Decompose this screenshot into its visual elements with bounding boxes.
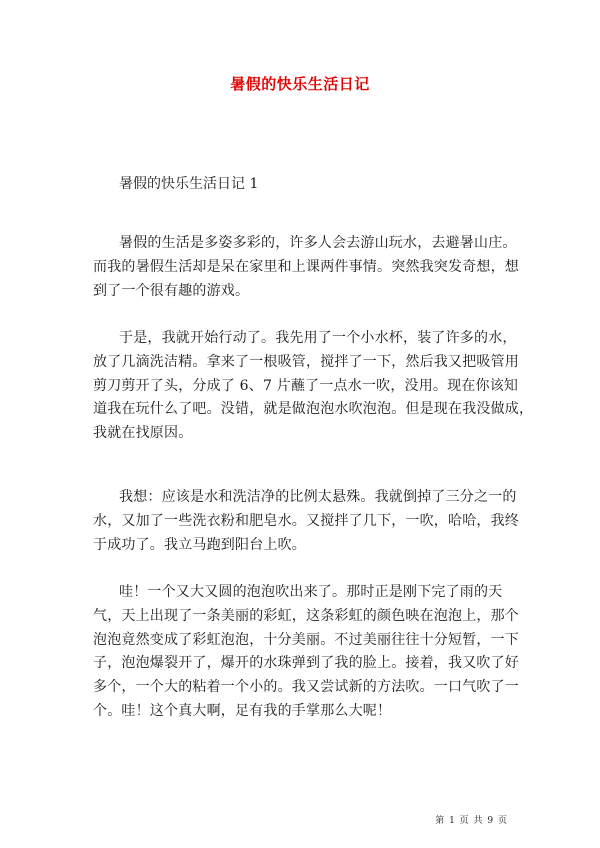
paragraph-line: 多个，一个大的粘着一个小的。我又尝试新的方法吹。一口气吹了一: [93, 679, 519, 696]
page-number-footer: 第 1 页 共 9 页: [435, 816, 508, 826]
paragraph-1: [93, 232, 519, 303]
paragraph-line: 于是，我就开始行动了。我先用了一个小水杯，装了许多的水，: [119, 330, 517, 346]
paragraph-line: 而我的暑假生活却是呆在家里和上课两件事情。突然我突发奇想，想: [93, 258, 519, 275]
paragraph-line: 放了几滴洗洁精。拿来了一根吸管，搅拌了一下，然后我又把吸管用: [93, 353, 519, 370]
paragraph-line: 哇！一个又大又圆的泡泡吹出来了。那时正是刚下完了雨的天: [119, 584, 503, 600]
paragraph-line: 我就在找原因。: [93, 425, 193, 442]
paragraph-line: 泡泡竟然变成了彩虹泡泡，十分美丽。不过美丽往往十分短暂，一下: [93, 631, 519, 648]
paragraph-line: 子，泡泡爆裂开了，爆开的水珠弹到了我的脸上。接着，我又吹了好: [93, 655, 519, 672]
paragraph-line: 我想：应该是水和洗洁净的比例太悬殊。我就倒掉了三分之一的: [119, 489, 517, 505]
paragraph-line: 个。哇！这个真大啊，足有我的手掌那么大呢！: [93, 702, 392, 719]
paragraph-line: 剪刀剪开了头，分成了 6、7 片蘸了一点水一吹，没用。现在你该知: [93, 377, 519, 394]
paragraph-line: 到了一个很有趣的游戏。: [93, 282, 250, 299]
paragraph-2: [93, 327, 534, 446]
document-title: 暑假的快乐生活日记: [230, 75, 370, 93]
paragraph-line: 暑假的生活是多姿多彩的，许多人会去游山玩水，去避暑山庄。: [119, 235, 517, 251]
paragraph-line: 于成功了。我立马跑到阳台上吹。: [93, 536, 306, 553]
paragraph-line: 道我在玩什么了吧。没错，就是做泡泡水吹泡泡。但是现在我没做成，: [93, 401, 534, 418]
paragraph-line: 气，天上出现了一条美丽的彩虹，这条彩虹的颜色映在泡泡上，那个: [93, 607, 519, 624]
paragraph-line: 水，又加了一些洗衣粉和肥皂水。又搅拌了几下，一吹，哈哈，我终: [93, 512, 519, 529]
diary-entry-heading: 暑假的快乐生活日记 1: [119, 176, 259, 192]
paragraph-4: [93, 581, 519, 724]
paragraph-3: [93, 486, 519, 557]
